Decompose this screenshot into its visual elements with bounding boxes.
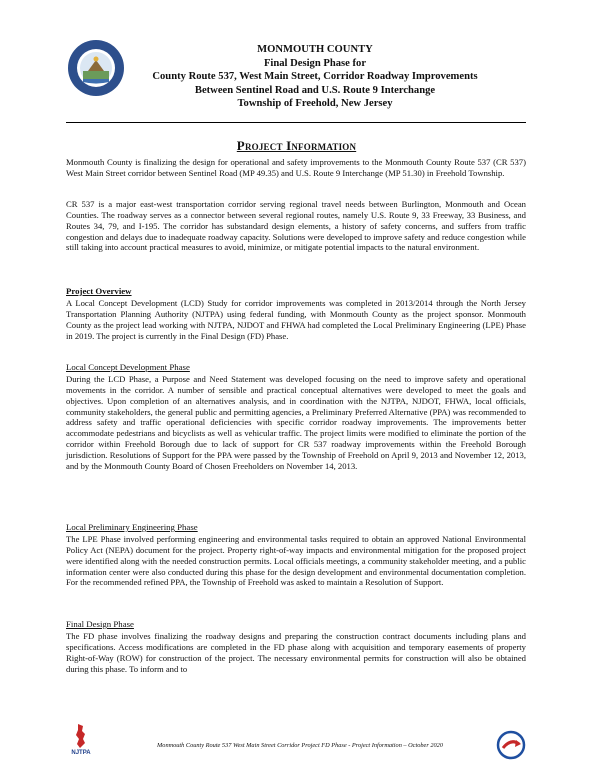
- lcd-heading: Local Concept Development Phase: [66, 362, 190, 372]
- header-phase: Final Design Phase for: [263, 57, 367, 69]
- lpe-heading: Local Preliminary Engineering Phase: [66, 522, 198, 532]
- document-footer: [0, 722, 593, 768]
- header-text-block: [104, 43, 526, 111]
- fd-paragraph: The FD phase involves finalizing the roadway designs and preparing the construction contract documents including plans and specifications. Access modifications are completed in the FD phase along with acquisition and temporary easements of property Right-of-Way (ROW) for construction of the project. The necessary environmental permits for construction will also be obtained during this phase. To inform and to: [66, 631, 526, 674]
- intro-paragraph-2: CR 537 is a major east-west transportation corridor serving regional travel needs between Burlington, Monmouth and Ocean Counties. The roadway serves as a connector between several regional routes, namely U.S. Route 9, 33 Freeway, 33 Business, and Routes 34, 79, and I-195. The corridor has substandard design elements, a history of safety concerns, and suffers from traffic congestion and delays due to inadequate roadway capacity. Solutions were developed to improve safety and reduce congestion while still taking into account practical measures to avoid, minimize, or mitigate potential impacts to the natural environment.: [66, 199, 526, 253]
- document-header: [66, 38, 526, 124]
- njtpa-logo-text: NJTPA: [71, 750, 91, 756]
- page-title: Project Information: [236, 138, 357, 153]
- njtpa-logo-icon: [66, 722, 96, 756]
- lpe-paragraph: The LPE Phase involved performing engineering and environmental tasks required to obtain an approved National Environmental Policy Act (NEPA) document for the project. Property right-of-way impacts and environmental mitigation for the proposed project were identified along with the needed construction permits. Local officials meetings, a community stakeholder meeting, and a public information center were also conducted during this phase for the design development and environmental documentation completion. For the recommended refined PPA, the Township of Freehold was asked to maintain a Resolution of Support.: [66, 534, 526, 588]
- header-limits: Between Sentinel Road and U.S. Route 9 Interchange: [194, 84, 436, 96]
- header-divider: [66, 122, 526, 123]
- header-county: MONMOUTH COUNTY: [257, 44, 373, 55]
- overview-heading: Project Overview: [66, 286, 132, 296]
- fd-heading: Final Design Phase: [66, 619, 134, 629]
- lcd-paragraph: During the LCD Phase, a Purpose and Need Statement was developed focusing on the need to improve safety and operational movements in the corridor. A number of sensible and practical conceptual alternatives were developed to meet the goals and objectives. Upon completion of an alternatives analysis, and in coordination with the NJTPA, NJDOT, FHWA, local officials, community stakeholders, the general public and permitting agencies, a Preliminary Preferred Alternative (PPA) was recommended to address safety and traffic operational deficiencies with specific corridor roadway improvements. The improvements better accommodate pedestrians and bicyclists as well as vehicular traffic. The project limits were modified to eliminate the portion of the corridor within Freehold Borough due to lack of support for CR 537 roadway improvements within the Freehold Borough jurisdiction. Resolutions of Support for the PPA were passed by the Township of Freehold on April 9, 2013 and November 12, 2013, and by the Monmouth County Board of Chosen Freeholders on November 14, 2013.: [66, 374, 526, 471]
- overview-paragraph: A Local Concept Development (LCD) Study for corridor improvements was completed in 2013/2014 through the North Jersey Transportation Planning Authority (NJTPA) using federal funding, with Monmouth County as the project sponsor. Monmouth County as the project lead working with NJTPA, NJDOT and FHWA had completed the Local Preliminary Engineering (LPE) Phase in 2019. The project is currently in the Final Design (FD) Phase.: [66, 298, 526, 341]
- footer-caption: Monmouth County Route 537 West Main Street Corridor Project FD Phase - Project Information – October 2020: [157, 742, 443, 749]
- intro-paragraph-1: Monmouth County is finalizing the design for operational and safety improvements to the Monmouth County Route 537 (CR 537) West Main Street corridor between Sentinel Road (MP 49.35) and U.S. Route 9 Interchange (MP 51.30) in Freehold Township.: [66, 157, 526, 178]
- monmouth-transportation-arrow-icon: [496, 730, 526, 760]
- header-project: County Route 537, West Main Street, Corridor Roadway Improvements: [152, 71, 478, 83]
- header-municipality: Township of Freehold, New Jersey: [237, 98, 393, 110]
